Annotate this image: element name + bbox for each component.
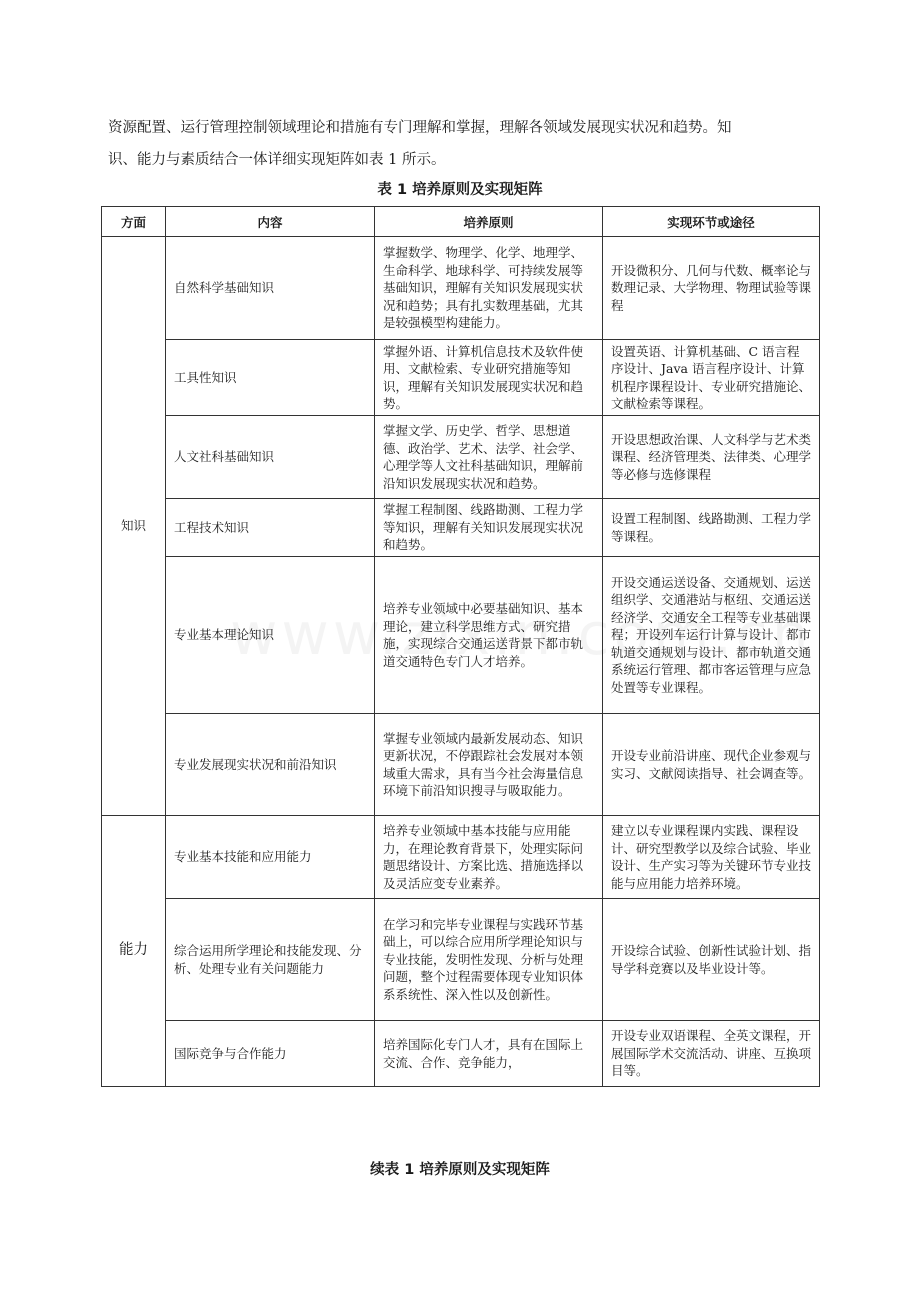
approach-cell: 设置工程制图、线路勘测、工程力学等课程。	[603, 499, 820, 557]
table-row	[102, 340, 820, 416]
principle-cell: 培养专业领域中基本技能与应用能力，在理论教育背景下，处理实际问题思绪设计、方案比选、措施选择以及灵活应变专业素养。	[375, 816, 603, 899]
header-approach: 实现环节或途径	[603, 207, 820, 237]
table-row	[102, 899, 820, 1021]
intro-line-2: 识、能力与素质结合一体详细实现矩阵如表 1 所示。	[108, 152, 446, 168]
principle-cell: 在学习和完毕专业课程与实践环节基础上，可以综合应用所学理论知识与专业技能，发明性发现、分析与处理问题，整个过程需要体现专业知识体系系统性、深入性以及创新性。	[375, 899, 603, 1021]
approach-cell: 开设微积分、几何与代数、概率论与数理记录、大学物理、物理试验等课程	[603, 237, 820, 340]
table-row	[102, 557, 820, 714]
content-cell: 人文社科基础知识	[166, 416, 375, 499]
content-cell: 自然科学基础知识	[166, 237, 375, 340]
approach-cell: 开设交通运送设备、交通规划、运送组织学、交通港站与枢纽、交通运送经济学、交通安全工程等专业基础课程；开设列车运行计算与设计、都市轨道交通规划与设计、都市轨道交通系统运行管理、都市客运管理与应急处置等专业课程。	[603, 557, 820, 714]
principle-cell: 掌握数学、物理学、化学、地理学、生命科学、地球科学、可持续发展等基础知识，理解有关知识发展现实状况和趋势；具有扎实数理基础，尤其是较强模型构建能力。	[375, 237, 603, 340]
approach-cell: 设置英语、计算机基础、C 语言程序设计、Java 语言程序设计、计算机程序课程设计、专业研究措施论、文献检索等课程。	[603, 340, 820, 416]
table-row	[102, 714, 820, 816]
principle-cell: 掌握工程制图、线路勘测、工程力学等知识，理解有关知识发展现实状况和趋势。	[375, 499, 603, 557]
header-principle: 培养原则	[375, 207, 603, 237]
approach-cell: 开设专业前沿讲座、现代企业参观与实习、文献阅读指导、社会调查等。	[603, 714, 820, 816]
content-cell: 综合运用所学理论和技能发现、分析、处理专业有关问题能力	[166, 899, 375, 1021]
principle-cell: 掌握专业领域内最新发展动态、知识更新状况，不停跟踪社会发展对本领域重大需求，具有当今社会海量信息环境下前沿知识搜寻与吸取能力。	[375, 714, 603, 816]
continued-table-caption: 续表 1 培养原则及实现矩阵	[370, 1162, 550, 1178]
principle-cell: 培养国际化专门人才，具有在国际上交流、合作、竞争能力，	[375, 1021, 603, 1087]
aspect-knowledge: 知识	[102, 237, 166, 816]
header-content: 内容	[166, 207, 375, 237]
intro-line-1: 资源配置、运行管理控制领域理论和措施有专门理解和掌握，理解各领域发展现实状况和趋势。知	[108, 120, 732, 136]
training-matrix-table	[101, 206, 820, 1087]
content-cell: 专业发展现实状况和前沿知识	[166, 714, 375, 816]
approach-cell: 开设思想政治课、人文科学与艺术类课程、经济管理类、法律类、心理学等必修与选修课程	[603, 416, 820, 499]
intro-paragraph	[108, 112, 820, 176]
approach-cell: 开设综合试验、创新性试验计划、指导学科竞赛以及毕业设计等。	[603, 899, 820, 1021]
aspect-ability: 能力	[102, 816, 166, 1087]
principle-cell: 培养专业领域中必要基础知识、基本理论，建立科学思维方式、研究措施，实现综合交通运送背景下都市轨道交通特色专门人才培养。	[375, 557, 603, 714]
table-row	[102, 499, 820, 557]
content-cell: 工具性知识	[166, 340, 375, 416]
table-row	[102, 816, 820, 899]
table-header-row	[102, 207, 820, 237]
table-row	[102, 237, 820, 340]
table-row	[102, 416, 820, 499]
content-cell: 国际竞争与合作能力	[166, 1021, 375, 1087]
content-cell: 专业基本理论知识	[166, 557, 375, 714]
content-cell: 专业基本技能和应用能力	[166, 816, 375, 899]
table-caption: 表 1 培养原则及实现矩阵	[377, 182, 543, 198]
approach-cell: 建立以专业课程课内实践、课程设计、研究型教学以及综合试验、毕业设计、生产实习等为关键环节专业技能与应用能力培养环境。	[603, 816, 820, 899]
header-aspect: 方面	[102, 207, 166, 237]
content-cell: 工程技术知识	[166, 499, 375, 557]
principle-cell: 掌握外语、计算机信息技术及软件使用、文献检索、专业研究措施等知识，理解有关知识发展现实状况和趋势。	[375, 340, 603, 416]
approach-cell: 开设专业双语课程、全英文课程，开展国际学术交流活动、讲座、互换项目等。	[603, 1021, 820, 1087]
table-row	[102, 1021, 820, 1087]
principle-cell: 掌握文学、历史学、哲学、思想道德、政治学、艺术、法学、社会学、心理学等人文社科基础知识，理解前沿知识发展现实状况和趋势。	[375, 416, 603, 499]
